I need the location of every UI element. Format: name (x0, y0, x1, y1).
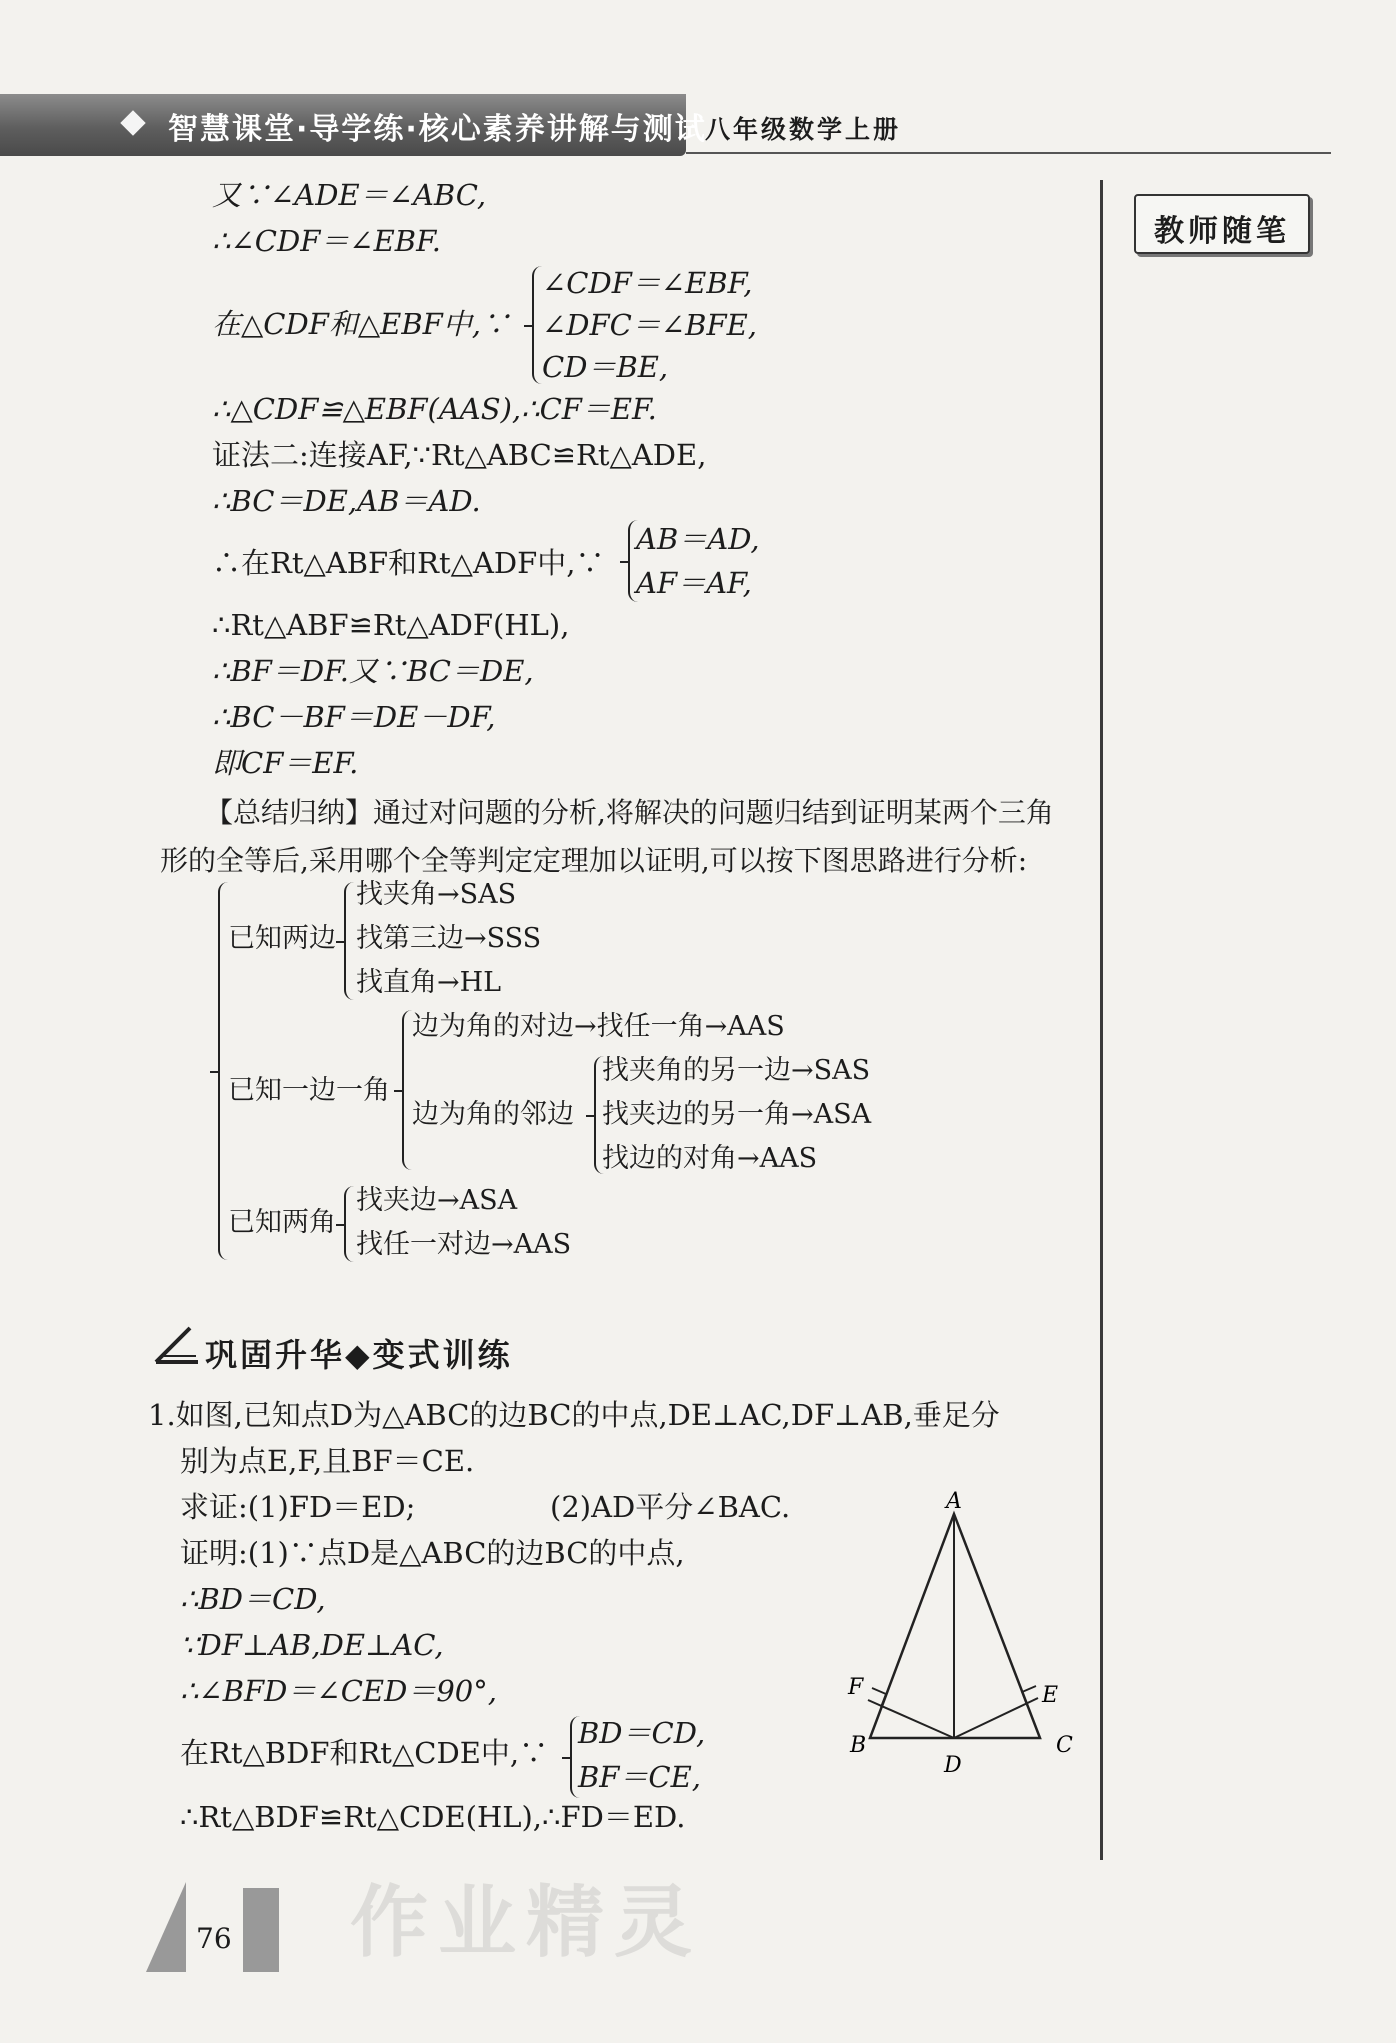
proof-line: ∴BF＝DF.又∵BC＝DE, (212, 654, 534, 688)
pencil-icon (150, 1322, 202, 1366)
system-line: BD＝CD, (578, 1716, 706, 1750)
proof-line: ∴∠CDF＝∠EBF. (212, 224, 441, 258)
proof-line: 证法二:连接AF,∵Rt△ABC≌Rt△ADE, (212, 438, 707, 472)
tree-item: 找夹角的另一边→SAS (602, 1055, 871, 1086)
teacher-notes-label: 教师随笔 (1154, 214, 1290, 249)
proof-line: 即CF＝EF. (212, 746, 359, 780)
vertex-label-f: F (848, 1675, 864, 1700)
exercise-line: 1.如图,已知点D为△ABC的边BC的中点,DE⊥AC,DF⊥AB,垂足分 (148, 1398, 1000, 1432)
exercise-line: 求证:(1)FD＝ED; (180, 1490, 416, 1524)
header-book-label: 八年级数学上册 (705, 115, 902, 144)
proof-line: ∴△CDF≌△EBF(AAS),∴CF＝EF. (212, 392, 657, 426)
summary-line: 形的全等后,采用哪个全等判定定理加以证明,可以按下图思路进行分析: (160, 844, 1028, 877)
system-line: ∠CDF＝∠EBF, (542, 266, 753, 300)
tree-item: 边为角的对边→找任一角→AAS (412, 1011, 785, 1042)
exercise-line: 在Rt△BDF和Rt△CDE中,∵ (180, 1736, 549, 1770)
proof-line: ∴Rt△ABF≌Rt△ADF(HL), (212, 608, 570, 642)
exercise-line: ∴BD＝CD, (180, 1582, 326, 1616)
system-line: AB＝AD, (636, 522, 760, 556)
system-line: AF＝AF, (636, 566, 752, 600)
tree-item: 找边的对角→AAS (602, 1143, 818, 1174)
system-line: CD＝BE, (542, 350, 669, 384)
vertex-label-b: B (850, 1733, 867, 1758)
exercise-line: 证明:(1)∵点D是△ABC的边BC的中点, (180, 1536, 685, 1570)
vertex-label-d: D (944, 1753, 962, 1778)
proof-line: ∴BC＝DE,AB＝AD. (212, 484, 481, 518)
tree-group-label: 已知两边 (228, 923, 336, 954)
watermark: 作业精灵 (350, 1878, 703, 1968)
vertex-label-e: E (1042, 1683, 1059, 1708)
page-tab (243, 1888, 279, 1972)
proof-line: 在△CDF和△EBF中,∵ (212, 307, 510, 341)
vertex-label-a: A (946, 1490, 962, 1514)
tree-item: 找夹角→SAS (356, 879, 517, 910)
system-line: BF＝CE, (578, 1760, 702, 1794)
page-corner-shape (146, 1882, 186, 1972)
brace (532, 266, 542, 384)
brace (344, 882, 354, 1000)
brace (344, 1186, 354, 1262)
system-line: ∠DFC＝∠BFE, (542, 308, 757, 342)
tree-item: 找第三边→SSS (356, 923, 542, 954)
exercise-line: 别为点E,F,且BF＝CE. (180, 1444, 475, 1478)
proof-line: 又∵∠ADE＝∠ABC, (212, 178, 487, 212)
section-title: 巩固升华◆变式训练 (205, 1336, 513, 1374)
header-title: 智慧课堂·导学练·核心素养讲解与测试 (168, 112, 707, 147)
tree-item: 找任一对边→AAS (356, 1229, 572, 1260)
notes-column-divider (1100, 180, 1103, 1860)
tree-item: 找夹边的另一角→ASA (602, 1099, 872, 1130)
proof-line: ∴在Rt△ABF和Rt△ADF中,∵ (212, 546, 605, 580)
exercise-line: ∴∠BFD＝∠CED＝90°, (180, 1674, 497, 1708)
exercise-line: (2)AD平分∠BAC. (550, 1490, 791, 1524)
triangle-figure (820, 1490, 1100, 1780)
tree-sub-label: 边为角的邻边 (412, 1099, 574, 1130)
tree-item: 找直角→HL (356, 967, 502, 998)
summary-line: 【总结归纳】通过对问题的分析,将解决的问题归结到证明某两个三角 (205, 796, 1054, 829)
tree-item: 找夹边→ASA (356, 1185, 518, 1216)
brace (402, 1010, 412, 1170)
vertex-label-c: C (1056, 1733, 1073, 1758)
tree-group-label: 已知两角 (228, 1207, 336, 1238)
exercise-line: ∵DF⊥AB,DE⊥AC, (180, 1628, 444, 1662)
proof-line: ∴BC－BF＝DE－DF, (212, 700, 496, 734)
header-rule (686, 152, 1331, 154)
exercise-line: ∴Rt△BDF≌Rt△CDE(HL),∴FD＝ED. (180, 1800, 686, 1834)
teacher-notes-box (1134, 194, 1310, 254)
page-number: 76 (196, 1922, 232, 1955)
tree-group-label: 已知一边一角 (228, 1075, 390, 1106)
